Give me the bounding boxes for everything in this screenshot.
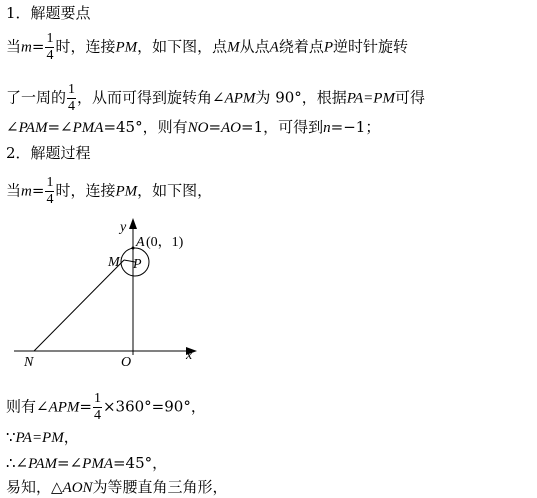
label-N: N [24,355,34,370]
label-x: x [186,348,193,363]
section1-heading: 1．解题要点 [6,4,91,22]
label-y: y [120,220,127,235]
point-A [132,247,135,250]
label-P: P [133,257,142,272]
fraction-one-quarter: $\frac{1}{4}$ [46,31,54,63]
segment-NM [34,260,124,351]
section3-line2: ∵PA=PM， [6,428,79,446]
section3-line4: 易知，△AON为等腰直角三角形， [6,478,228,496]
label-A-coord: (0，1) [146,235,184,250]
section1-line1: 当m= $\frac{1}{4}$ 时，连接PM，如下图，点M从点A绕着点P逆时针旋转 [6,31,409,63]
y-axis-arrow-icon [129,218,137,229]
label-A: A [136,235,145,250]
section2-heading: 2．解题过程 [6,144,91,162]
section2-line1: 当m= $\frac{1}{4}$ 时，连接PM，如下图， [6,175,213,207]
section1-line3: ∠PAM=∠PMA=45°，则有NO=AO=1，可得到n=−1； [6,118,381,136]
fraction-one-quarter: $\frac{1}{4}$ [46,175,54,207]
label-O: O [121,355,132,370]
section1-line2: 了一周的 $\frac{1}{4}$ ，从而可得到旋转角∠APM为 90°，根据PA=PM可得 [6,82,425,114]
section3-line1: 则有∠APM= $\frac{1}{4}$ ×360°=90°， [6,391,206,423]
fraction-one-quarter: $\frac{1}{4}$ [68,82,76,114]
label-M: M [108,255,120,270]
section3-line3: ∴∠PAM=∠PMA=45°， [6,454,168,472]
fraction-one-quarter: $\frac{1}{4}$ [93,391,101,423]
